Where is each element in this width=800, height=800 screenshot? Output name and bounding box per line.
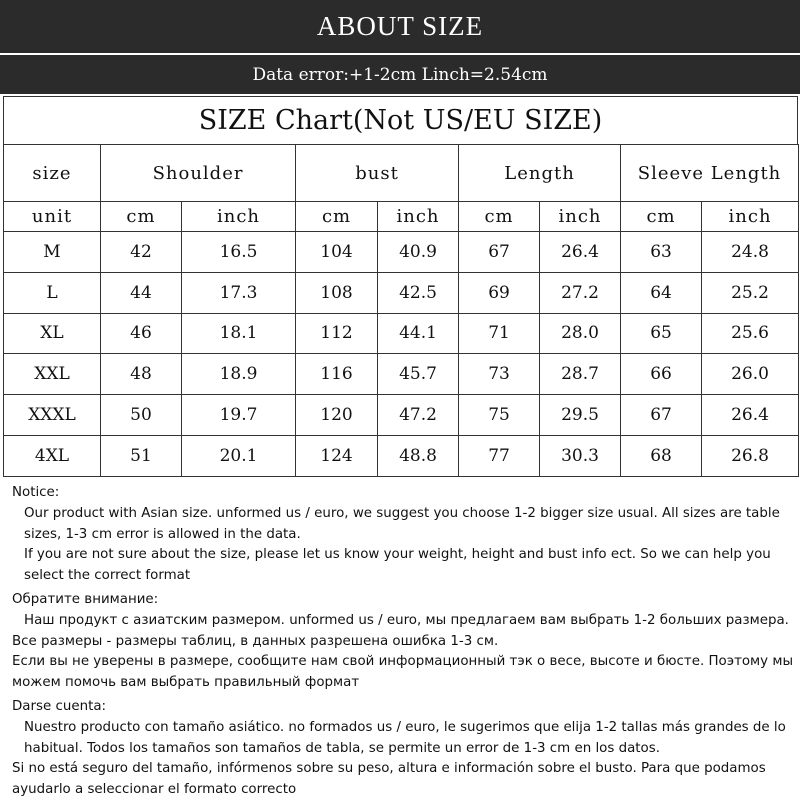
sleeve-cm-cell: 68 [621, 435, 702, 476]
size-cell: L [4, 272, 101, 313]
sleeve-inch-cell: 25.6 [702, 313, 799, 354]
length-cm-cell: 71 [459, 313, 540, 354]
notice-spanish [12, 697, 797, 800]
header-length: Length [459, 145, 621, 202]
bust-inch-cell: 44.1 [378, 313, 459, 354]
unit-cm: cm [459, 202, 540, 232]
sleeve-cm-cell: 63 [621, 232, 702, 273]
unit-cm: cm [296, 202, 378, 232]
sleeve-inch-cell: 26.0 [702, 354, 799, 395]
size-cell: M [4, 232, 101, 273]
notice-text: Если вы не уверены в размере, сообщите нам свой информационный тэк о весе, высоте и бюсте. Поэтому мы можем помочь вам выбрать правильный формат [12, 654, 794, 691]
notice-section [12, 483, 797, 800]
data-error-banner: Data error:+1-2cm Linch=2.54cm [0, 55, 800, 94]
sleeve-cm-cell: 67 [621, 395, 702, 436]
bust-inch-cell: 47.2 [378, 395, 459, 436]
shoulder-cm-cell: 50 [101, 395, 182, 436]
length-inch-cell: 30.3 [540, 435, 621, 476]
length-cm-cell: 75 [459, 395, 540, 436]
shoulder-cm-cell: 46 [101, 313, 182, 354]
notice-heading: Обратите внимание: [12, 591, 159, 607]
size-cell: 4XL [4, 435, 101, 476]
bust-inch-cell: 42.5 [378, 272, 459, 313]
notice-russian [12, 590, 797, 694]
unit-inch: inch [702, 202, 799, 232]
size-cell: XXL [4, 354, 101, 395]
shoulder-inch-cell: 18.1 [182, 313, 296, 354]
shoulder-cm-cell: 42 [101, 232, 182, 273]
size-cell: XXXL [4, 395, 101, 436]
notice-text: Nuestro producto con tamaño asiático. no formados us / euro, le sugerimos que elija 1-2 tallas más grandes de lo habitual. Todos los tamaños son tamaños de tabla, se permite un error de 1-3 cm en los datos. [24, 719, 786, 756]
notice-text: Наш продукт с азиатским размером. unformed us / euro, мы предлагаем вам выбрать 1-2 больших размера. [24, 612, 789, 628]
unit-label: unit [4, 202, 101, 232]
size-chart-title: SIZE Chart(Not US/EU SIZE) [3, 96, 798, 144]
sleeve-inch-cell: 25.2 [702, 272, 799, 313]
table-row [4, 435, 799, 476]
bust-inch-cell: 48.8 [378, 435, 459, 476]
shoulder-inch-cell: 19.7 [182, 395, 296, 436]
header-bust: bust [296, 145, 459, 202]
unit-inch: inch [540, 202, 621, 232]
shoulder-cm-cell: 51 [101, 435, 182, 476]
notice-text: Our product with Asian size. unformed us / euro, we suggest you choose 1-2 bigger size usual. All sizes are table sizes, 1-3 cm error is allowed in the data. [24, 505, 780, 542]
bust-inch-cell: 40.9 [378, 232, 459, 273]
shoulder-inch-cell: 16.5 [182, 232, 296, 273]
shoulder-cm-cell: 48 [101, 354, 182, 395]
notice-text: If you are not sure about the size, please let us know your weight, height and bust info ect. So we can help you select the correct format [24, 547, 771, 584]
table-row [4, 313, 799, 354]
sleeve-inch-cell: 26.8 [702, 435, 799, 476]
sleeve-cm-cell: 65 [621, 313, 702, 354]
notice-text: Все размеры - размеры таблиц, в данных разрешена ошибка 1-3 см. [12, 633, 499, 649]
about-size-banner: ABOUT SIZE [0, 0, 800, 53]
shoulder-inch-cell: 20.1 [182, 435, 296, 476]
notice-heading: Notice: [12, 485, 60, 500]
bust-inch-cell: 45.7 [378, 354, 459, 395]
sleeve-cm-cell: 64 [621, 272, 702, 313]
unit-cm: cm [621, 202, 702, 232]
table-row [4, 354, 799, 395]
bust-cm-cell: 124 [296, 435, 378, 476]
length-cm-cell: 77 [459, 435, 540, 476]
notice-english [12, 483, 797, 587]
unit-inch: inch [378, 202, 459, 232]
table-row [4, 395, 799, 436]
shoulder-inch-cell: 18.9 [182, 354, 296, 395]
length-cm-cell: 69 [459, 272, 540, 313]
shoulder-inch-cell: 17.3 [182, 272, 296, 313]
sleeve-inch-cell: 26.4 [702, 395, 799, 436]
sleeve-inch-cell: 24.8 [702, 232, 799, 273]
table-row [4, 232, 799, 273]
length-cm-cell: 67 [459, 232, 540, 273]
unit-inch: inch [182, 202, 296, 232]
length-cm-cell: 73 [459, 354, 540, 395]
bust-cm-cell: 112 [296, 313, 378, 354]
table-unit-row [4, 202, 799, 232]
bust-cm-cell: 120 [296, 395, 378, 436]
unit-cm: cm [101, 202, 182, 232]
notice-text: Si no está seguro del tamaño, infórmenos sobre su peso, altura e información sobre el busto. Para que podamos ayudarlo a seleccionar el formato correcto [12, 761, 766, 798]
header-sleeve-length: Sleeve Length [621, 145, 799, 202]
shoulder-cm-cell: 44 [101, 272, 182, 313]
header-shoulder: Shoulder [101, 145, 296, 202]
bust-cm-cell: 116 [296, 354, 378, 395]
bust-cm-cell: 108 [296, 272, 378, 313]
bust-cm-cell: 104 [296, 232, 378, 273]
table-row [4, 272, 799, 313]
length-inch-cell: 29.5 [540, 395, 621, 436]
size-cell: XL [4, 313, 101, 354]
length-inch-cell: 28.0 [540, 313, 621, 354]
length-inch-cell: 26.4 [540, 232, 621, 273]
header-size: size [4, 145, 101, 202]
length-inch-cell: 28.7 [540, 354, 621, 395]
size-table [3, 144, 799, 477]
length-inch-cell: 27.2 [540, 272, 621, 313]
notice-heading: Darse cuenta: [12, 698, 107, 714]
table-header-row [4, 145, 799, 202]
sleeve-cm-cell: 66 [621, 354, 702, 395]
